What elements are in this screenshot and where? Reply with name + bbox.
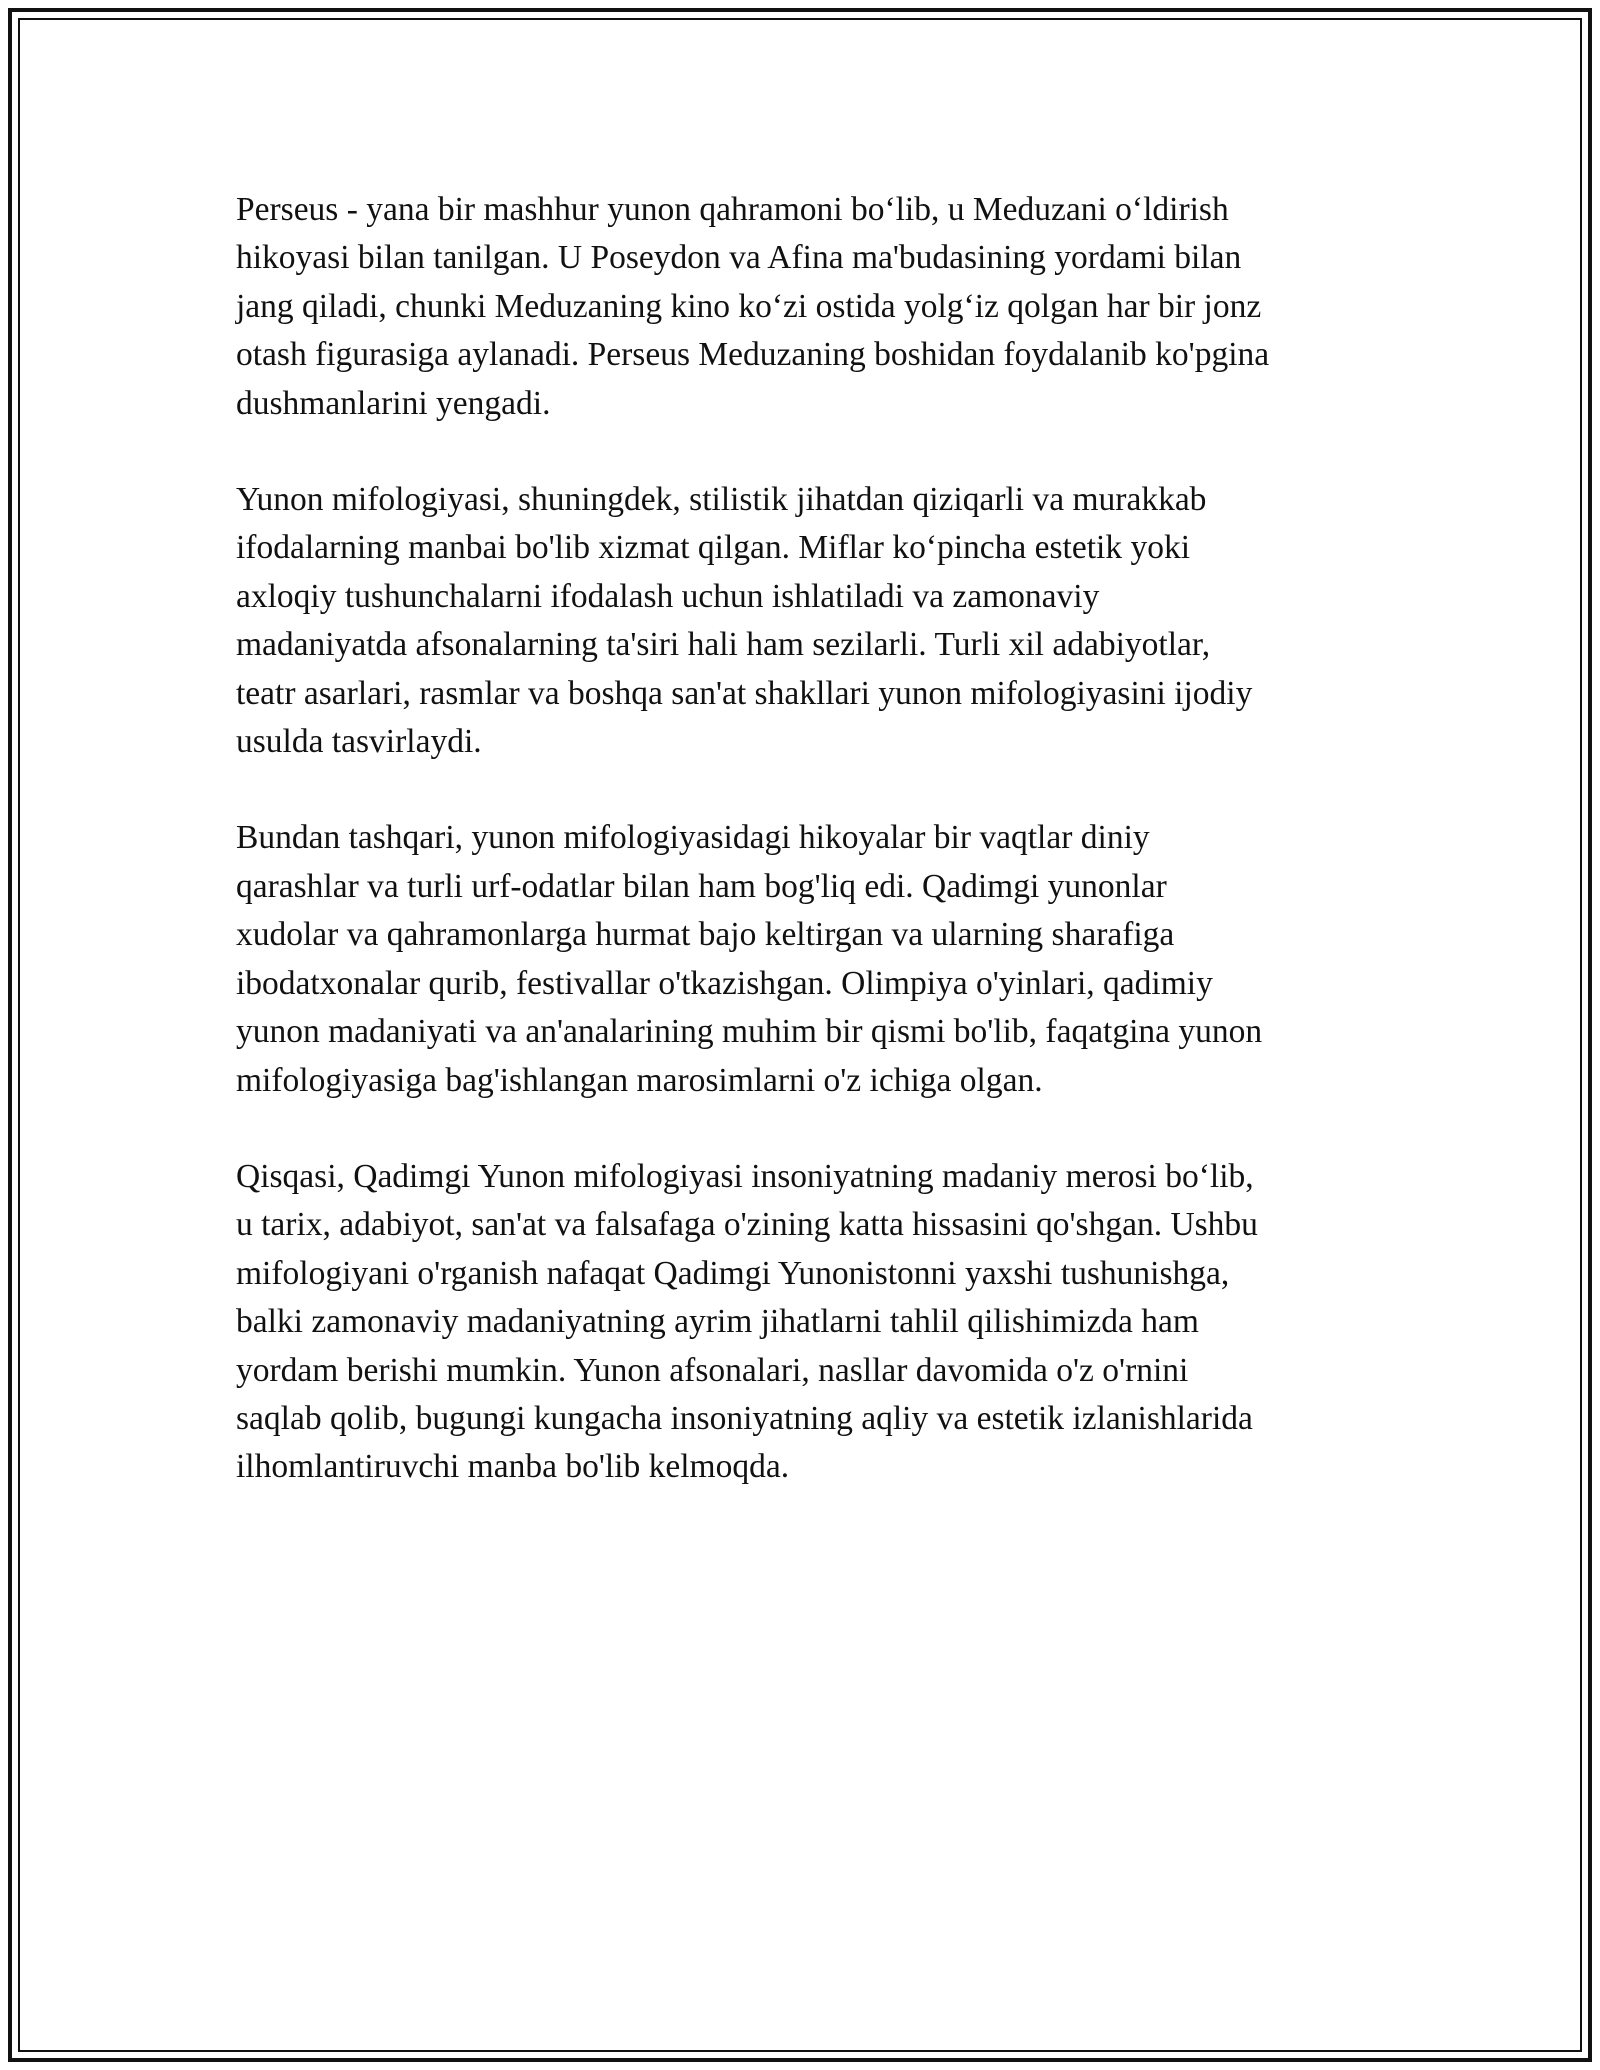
text-line: axloqiy tushunchalarni ifodalash uchun ishlatiladi va zamonaviy — [236, 577, 1100, 615]
text-line: ifodalarning manbai bo'lib xizmat qilgan. Miflar ko‘pincha estetik yoki — [236, 529, 1191, 567]
paragraph-religion — [236, 814, 1376, 1104]
text-line: Bundan tashqari, yunon mifologiyasidagi hikoyalar bir vaqtlar diniy — [236, 819, 1150, 857]
text-line: madaniyatda afsonalarning ta'siri hali ham sezilarli. Turli xil adabiyotlar, — [236, 626, 1211, 664]
text-line: ibodatxonalar qurib, festivallar o'tkazishgan. Olimpiya o'yinlari, qadimiy — [236, 964, 1213, 1002]
text-line: balki zamonaviy madaniyatning ayrim jihatlarni tahlil qilishimizda ham — [236, 1303, 1199, 1341]
paragraph-stylistic — [236, 476, 1376, 766]
text-line: teatr asarlari, rasmlar va boshqa san'at shakllari yunon mifologiyasini ijodiy — [236, 674, 1253, 712]
text-line: mifologiyasiga bag'ishlangan marosimlarni o'z ichiga olgan. — [236, 1061, 1043, 1099]
text-line: xudolar va qahramonlarga hurmat bajo keltirgan va ularning sharafiga — [236, 916, 1175, 954]
text-line: u tarix, adabiyot, san'at va falsafaga o'zining katta hissasini qo'shgan. Ushbu — [236, 1206, 1258, 1244]
text-line: Yunon mifologiyasi, shuningdek, stilistik jihatdan qiziqarli va murakkab — [236, 481, 1207, 519]
text-line: Perseus - yana bir mashhur yunon qahramoni bo‘lib, u Meduzani o‘ldirish — [236, 191, 1229, 228]
text-line: qarashlar va turli urf-odatlar bilan ham bog'liq edi. Qadimgi yunonlar — [236, 867, 1167, 905]
paragraph-summary — [236, 1153, 1376, 1492]
text-line: Qisqasi, Qadimgi Yunon mifologiyasi insoniyatning madaniy merosi bo‘lib, — [236, 1157, 1254, 1195]
text-line: jang qiladi, chunki Meduzaning kino ko‘zi ostida yolg‘iz qolgan har bir jonz — [236, 287, 1262, 325]
text-line: otash figurasiga aylanadi. Perseus Meduzaning boshidan foydalanib ko'pgina — [236, 336, 1270, 374]
text-line: saqlab qolib, bugungi kungacha insoniyatning aqliy va estetik izlanishlarida — [236, 1399, 1253, 1437]
text-line: dushmanlarini yengadi. — [236, 384, 551, 422]
text-line: mifologiyani o'rganish nafaqat Qadimgi Yunonistonni yaxshi tushunishga, — [236, 1254, 1230, 1292]
paragraph-perseus — [236, 186, 1376, 428]
text-line: usulda tasvirlaydi. — [236, 723, 482, 761]
text-line: yunon madaniyati va an'analarining muhim bir qismi bo'lib, faqatgina yunon — [236, 1013, 1263, 1051]
document-body — [236, 186, 1376, 1540]
text-line: yordam berishi mumkin. Yunon afsonalari, nasllar davomida o'z o'rnini — [236, 1351, 1189, 1389]
text-line: ilhomlantiruvchi manba bo'lib kelmoqda. — [236, 1448, 790, 1486]
text-line: hikoyasi bilan tanilgan. U Poseydon va Afina ma'budasining yordami bilan — [236, 239, 1242, 277]
